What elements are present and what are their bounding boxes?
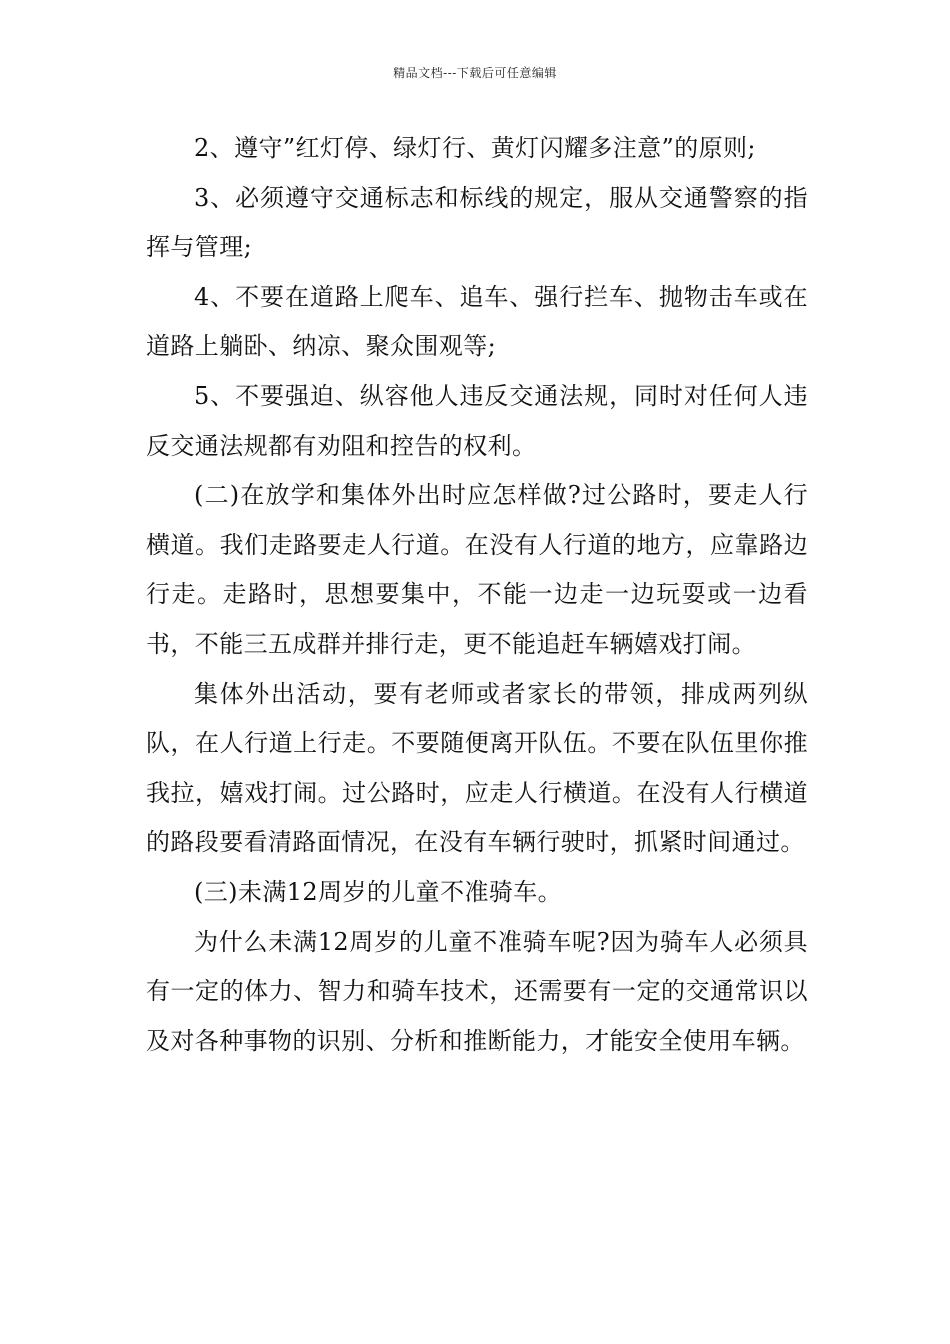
page-header: 精品文档---下载后可任意编辑 (393, 66, 557, 80)
paragraph-rule-4: 4、不要在道路上爬车、追车、强行拦车、抛物击车或在道路上躺卧、纳凉、聚众围观等; (146, 282, 808, 361)
paragraph-section-3-heading: (三)未满12周岁的儿童不准骑车。 (194, 877, 563, 906)
paragraph-group-outing: 集体外出活动，要有老师或者家长的带领，排成两列纵队，在人行道上行走。不要随便离开队伍。不要在队伍里你推我拉，嬉戏打闹。过公路时，应走人行横道。在没有人行横道的路段要看清路面情况，在没有车辆行驶时，抓紧时间通过。 (146, 679, 808, 857)
paragraph-rule-3: 3、必须遵守交通标志和标线的规定，服从交通警察的指挥与管理; (146, 183, 808, 262)
paragraph-rule-5: 5、不要强迫、纵容他人违反交通法规，同时对任何人违反交通法规都有劝阻和控告的权利。 (146, 381, 808, 460)
paragraph-rule-2: 2、遵守”红灯停、绿灯行、黄灯闪耀多注意”的原则; (194, 134, 756, 162)
document-body (146, 124, 808, 1066)
paragraph-section-2: (二)在放学和集体外出时应怎样做?过公路时，要走人行横道。我们走路要走人行道。在没有人行道的地方，应靠路边行走。走路时，思想要集中，不能一边走一边玩耍或一边看书，不能三五成群并排行走，更不能追赶车辆嬉戏打闹。 (146, 481, 808, 658)
paragraph-cycling-reason: 为什么未满12周岁的儿童不准骑车呢?因为骑车人必须具有一定的体力、智力和骑车技术，还需要有一定的交通常识以及对各种事物的识别、分析和推断能力，才能安全使用车辆。 (146, 927, 808, 1055)
